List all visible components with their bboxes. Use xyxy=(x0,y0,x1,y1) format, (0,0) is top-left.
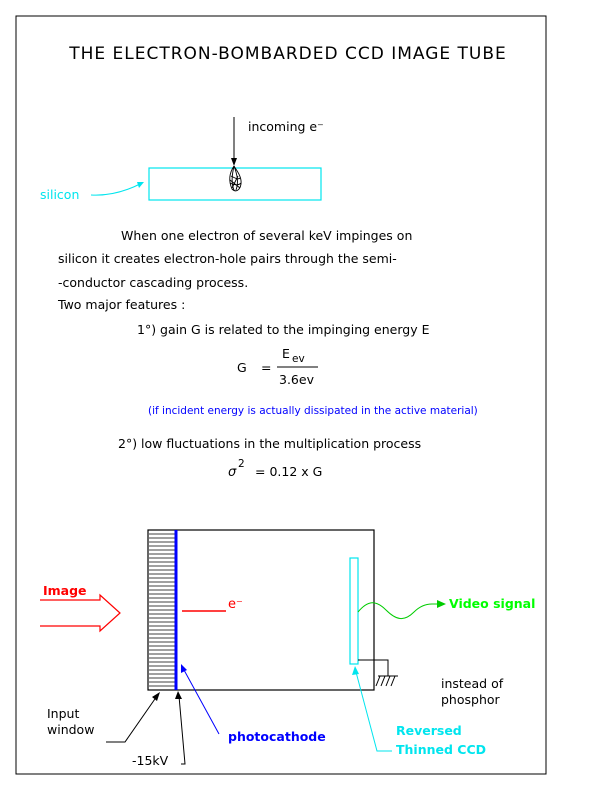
gain-formula-note: (if incident energy is actually dissipated in the active material) xyxy=(148,405,478,417)
input-window-pointer-arrowhead xyxy=(152,692,160,701)
gain-formula-numerator: E xyxy=(282,346,290,361)
video-signal-label: Video signal xyxy=(449,596,536,611)
silicon-pointer-line xyxy=(91,184,140,195)
silicon-label: silicon xyxy=(40,187,80,202)
reversed-thinned-ccd xyxy=(350,558,358,664)
photocathode-pointer-line xyxy=(184,670,219,734)
input-window xyxy=(149,534,175,686)
image-label: Image xyxy=(43,583,87,598)
fluctuation-formula-sigma: σ xyxy=(228,465,237,480)
voltage-label: -15kV xyxy=(132,753,169,768)
gain-formula-equals: = xyxy=(261,360,272,375)
image-input-arrow xyxy=(40,595,120,631)
gain-formula-denominator: 3.6ev xyxy=(279,372,314,387)
paragraph-line-1: When one electron of several keV impinges on xyxy=(121,228,413,243)
ground-icon xyxy=(358,660,398,686)
silicon-pointer-arrowhead xyxy=(137,182,144,188)
phosphor-label: phosphor xyxy=(441,692,500,707)
paragraph-line-2: silicon it creates electron-hole pairs through the semi- xyxy=(58,251,397,266)
incoming-electron-arrowhead xyxy=(231,158,237,166)
fluctuation-formula-rest: = 0.12 x G xyxy=(255,464,323,479)
reversed-ccd-label-2: Thinned CCD xyxy=(396,742,487,757)
fluctuation-formula-exponent: 2 xyxy=(238,458,245,470)
electron-label: e⁻ xyxy=(228,597,243,612)
feature-1-text: 1°) gain G is related to the impinging energy E xyxy=(137,322,430,337)
electron-cascade-icon xyxy=(230,166,241,191)
input-window-label-2: window xyxy=(47,722,95,737)
video-signal-arrowhead xyxy=(437,600,446,608)
instead-of-label: instead of xyxy=(441,676,504,691)
photocathode-label: photocathode xyxy=(228,729,326,744)
reversed-ccd-label-1: Reversed xyxy=(396,723,462,738)
features-heading: Two major features : xyxy=(58,297,186,312)
paragraph-line-3: -conductor cascading process. xyxy=(58,275,249,290)
photocathode-pointer-arrowhead xyxy=(181,664,187,673)
input-window-pointer-line xyxy=(106,696,157,742)
page-title: THE ELECTRON-BOMBARDED CCD IMAGE TUBE xyxy=(69,44,507,64)
incoming-electron-label: incoming e⁻ xyxy=(248,119,324,134)
video-signal-line xyxy=(358,603,440,619)
voltage-pointer-arrowhead xyxy=(175,691,182,699)
gain-formula-lhs: G xyxy=(237,360,247,375)
voltage-pointer-line xyxy=(179,696,185,764)
reversed-ccd-pointer-arrowhead xyxy=(352,666,359,675)
input-window-label-1: Input xyxy=(47,706,80,721)
feature-2-text: 2°) low fluctuations in the multiplication process xyxy=(118,436,422,451)
gain-formula-numerator-sub: ev xyxy=(292,353,305,365)
